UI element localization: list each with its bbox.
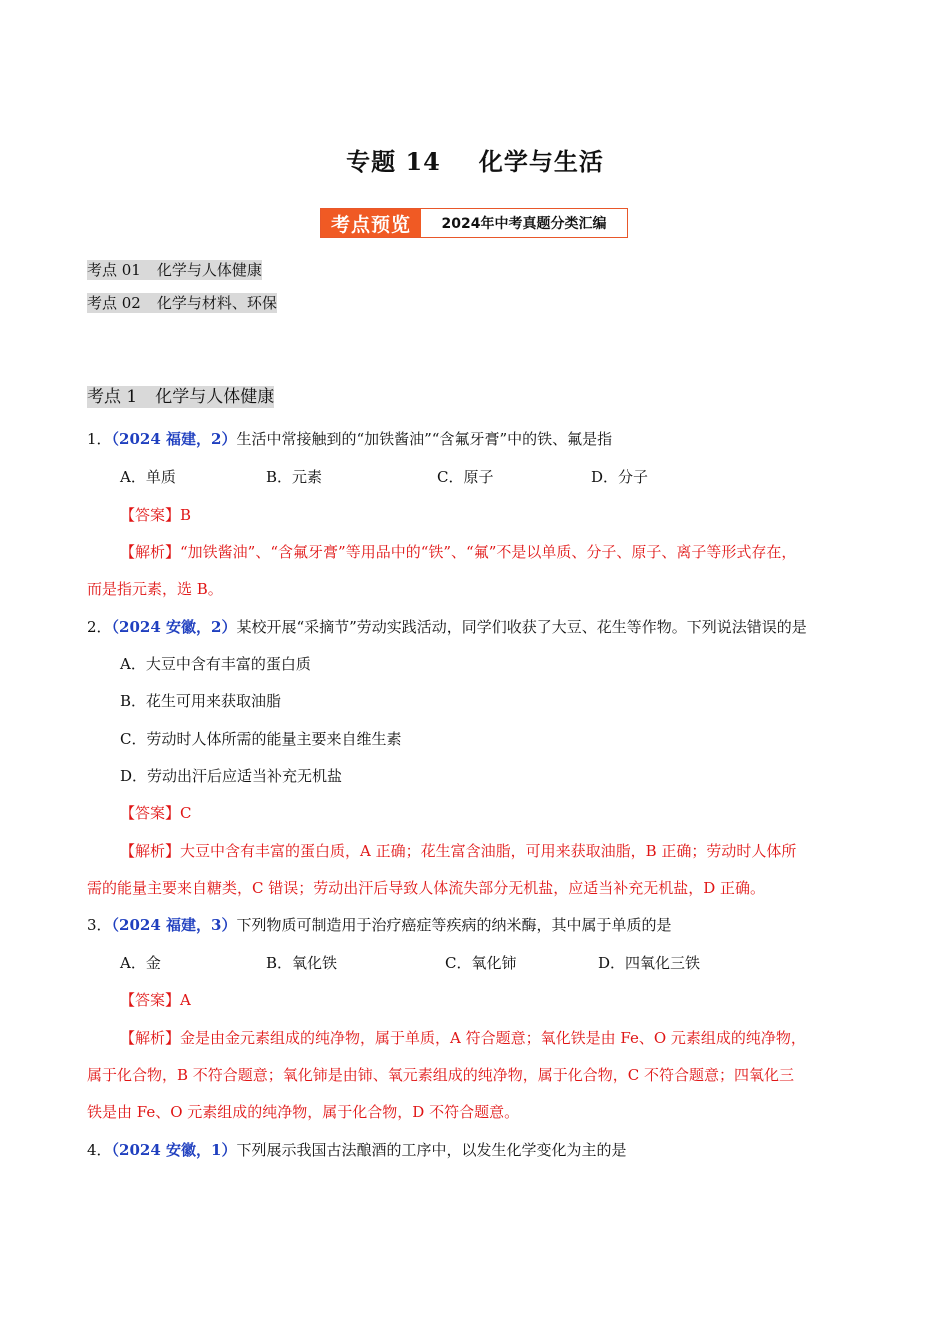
q2-option-d: D．劳动出汗后应适当补充无机盐: [120, 767, 343, 785]
question-source: （2024 安徽，2）: [111, 618, 237, 636]
section-heading: [87, 382, 274, 407]
q2-answer: 【答案】C: [120, 804, 192, 822]
q3-option-a: A．金: [120, 954, 161, 972]
page-title: [0, 142, 950, 177]
q3-option-b: B．氧化铁: [266, 954, 338, 972]
q1-analysis-line-1: 【解析】“加铁酱油”、“含氟牙膏”等用品中的“铁”、“氟”不是以单质、分子、原子、离子等形式存在，: [120, 543, 797, 561]
question-source: （2024 福建，3）: [111, 916, 237, 934]
q2-analysis-line-1: 【解析】大豆中含有丰富的蛋白质，A 正确；花生富含油脂，可用来获取油脂，B 正确；劳动时人体所: [120, 842, 797, 860]
question-1-stem: 1．（2024 福建，2）生活中常接触到的“加铁酱油”“含氟牙膏”中的铁、氟是指: [87, 430, 613, 448]
q1-option-b: B．元素: [266, 468, 323, 486]
toc-item-2: [87, 292, 277, 313]
q1-answer: 【答案】B: [120, 506, 192, 524]
q1-option-d: D．分子: [591, 468, 649, 486]
q2-option-c: C．劳动时人体所需的能量主要来自维生素: [120, 730, 402, 748]
preview-badge: [320, 208, 628, 238]
q1-option-a: A．单质: [120, 468, 176, 486]
q3-analysis-line-3: 铁是由 Fe、O 元素组成的纯净物，属于化合物，D 不符合题意。: [87, 1103, 520, 1121]
question-4-stem: 4．（2024 安徽，1）下列展示我国古法酿酒的工序中，以发生化学变化为主的是: [87, 1141, 627, 1159]
toc-item-1: [87, 259, 262, 280]
section-num: 考点 1: [87, 387, 138, 407]
title-prefix: 专题 14: [346, 147, 441, 176]
q3-option-d: D．四氧化三铁: [598, 954, 701, 972]
question-source: （2024 安徽，1）: [111, 1141, 237, 1159]
question-source: （2024 福建，2）: [111, 430, 237, 448]
q3-analysis-line-2: 属于化合物，B 不符合题意；氧化铈是由铈、氧元素组成的纯净物，属于化合物，C 不符合题意；四氧化三: [87, 1066, 795, 1084]
q3-analysis-line-1: 【解析】金是由金元素组成的纯净物，属于单质，A 符合题意；氧化铁是由 Fe、O 元素组成的纯净物，: [120, 1029, 806, 1047]
badge-left: 考点预览: [321, 209, 421, 237]
section-label: 化学与人体健康: [155, 387, 275, 407]
q2-option-b: B．花生可用来获取油脂: [120, 692, 282, 710]
question-3-stem: 3．（2024 福建，3）下列物质可制造用于治疗癌症等疾病的纳米酶，其中属于单质的是: [87, 916, 672, 934]
toc-item-num: 考点 02: [87, 294, 141, 312]
q3-answer: 【答案】A: [120, 991, 191, 1009]
toc-item-label: 化学与人体健康: [156, 261, 262, 279]
q1-option-c: C．原子: [437, 468, 494, 486]
toc-item-num: 考点 01: [87, 261, 141, 279]
q3-option-c: C．氧化铈: [445, 954, 517, 972]
title-name: 化学与生活: [478, 147, 604, 176]
q1-analysis-line-2: 而是指元素，选 B。: [87, 580, 223, 598]
q2-option-a: A．大豆中含有丰富的蛋白质: [120, 655, 311, 673]
badge-right: 2024年中考真题分类汇编: [441, 216, 607, 232]
toc-item-label: 化学与材料、环保: [156, 294, 277, 312]
q2-analysis-line-2: 需的能量主要来自糖类，C 错误；劳动出汗后导致人体流失部分无机盐，应适当补充无机盐，D 正确。: [87, 879, 766, 897]
question-2-stem: 2．（2024 安徽，2）某校开展“采摘节”劳动实践活动，同学们收获了大豆、花生等作物。下列说法错误的是: [87, 618, 807, 636]
